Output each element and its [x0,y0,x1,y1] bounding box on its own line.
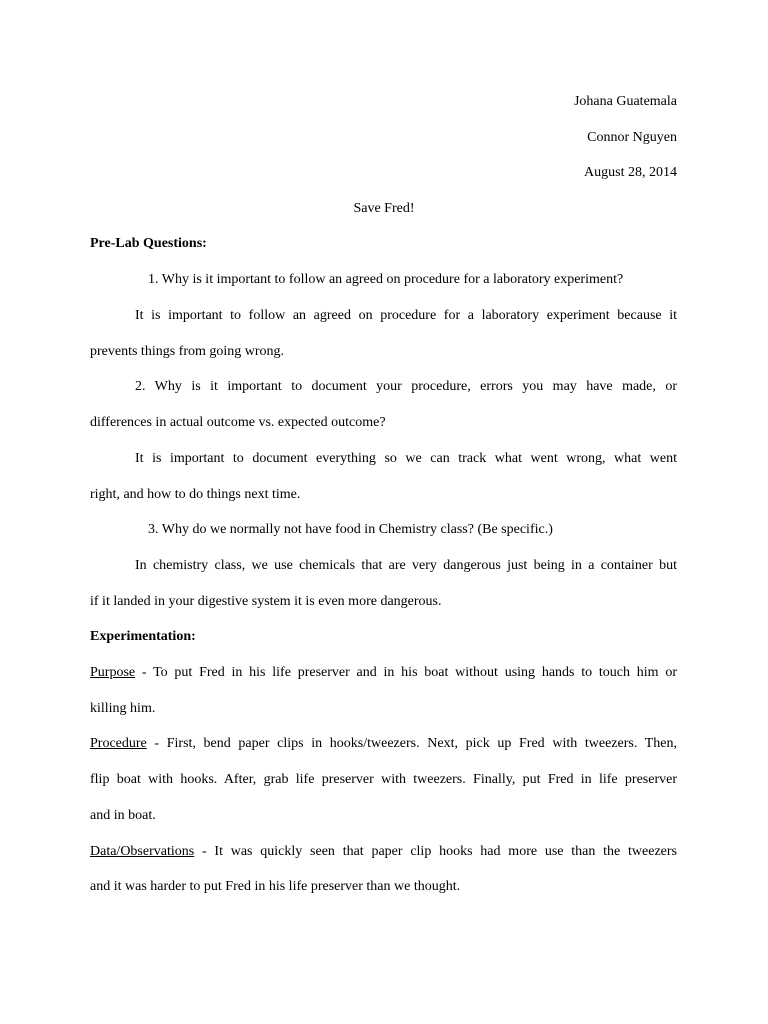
question-3: 3. Why do we normally not have food in Chemistry class? (Be specific.) [148,522,553,537]
question-1: 1. Why is it important to follow an agreed on procedure for a laboratory experiment? [148,272,624,287]
document-date: August 28, 2014 [584,165,677,180]
prelab-heading: Pre-Lab Questions: [90,236,207,251]
procedure-line-3: and in boat. [90,808,156,823]
purpose-label: Purpose [90,665,136,680]
data-observations-line-2: and it was harder to put Fred in his life preserver than we thought. [90,879,461,894]
data-observations-text: - It was quickly seen that paper clip hooks had more use than the tweezers [194,844,677,859]
author-name-2: Connor Nguyen [587,130,677,145]
procedure-line-2: flip boat with hooks. After, grab life preserver with tweezers. Finally, put Fred in life preserver [90,772,677,787]
question-2-line-2: differences in actual outcome vs. expected outcome? [90,415,386,430]
purpose-text: - To put Fred in his life preserver and in his boat without using hands to touch him or [135,665,677,680]
answer-2-line-2: right, and how to do things next time. [90,487,301,502]
purpose-line-1 [90,664,677,682]
procedure-line-1 [90,735,677,753]
experimentation-heading: Experimentation: [90,629,196,644]
document-title: Save Fred! [353,201,415,216]
answer-1-line-2: prevents things from going wrong. [90,344,285,359]
author-name-1: Johana Guatemala [573,94,677,109]
answer-3-line-1: In chemistry class, we use chemicals that are very dangerous just being in a container but [135,558,677,573]
procedure-text: - First, bend paper clips in hooks/tweezers. Next, pick up Fred with tweezers. Then, [146,736,677,751]
data-observations-line-1 [90,843,677,861]
data-observations-label: Data/Observations [90,844,195,859]
answer-1-line-1: It is important to follow an agreed on procedure for a laboratory experiment because it [135,308,677,323]
answer-2-line-1: It is important to document everything so we can track what went wrong, what went [135,451,677,466]
purpose-line-2: killing him. [90,701,156,716]
procedure-label: Procedure [90,736,147,751]
question-2-line-1: 2. Why is it important to document your procedure, errors you may have made, or [135,379,677,394]
answer-3-line-2: if it landed in your digestive system it is even more dangerous. [90,594,442,609]
